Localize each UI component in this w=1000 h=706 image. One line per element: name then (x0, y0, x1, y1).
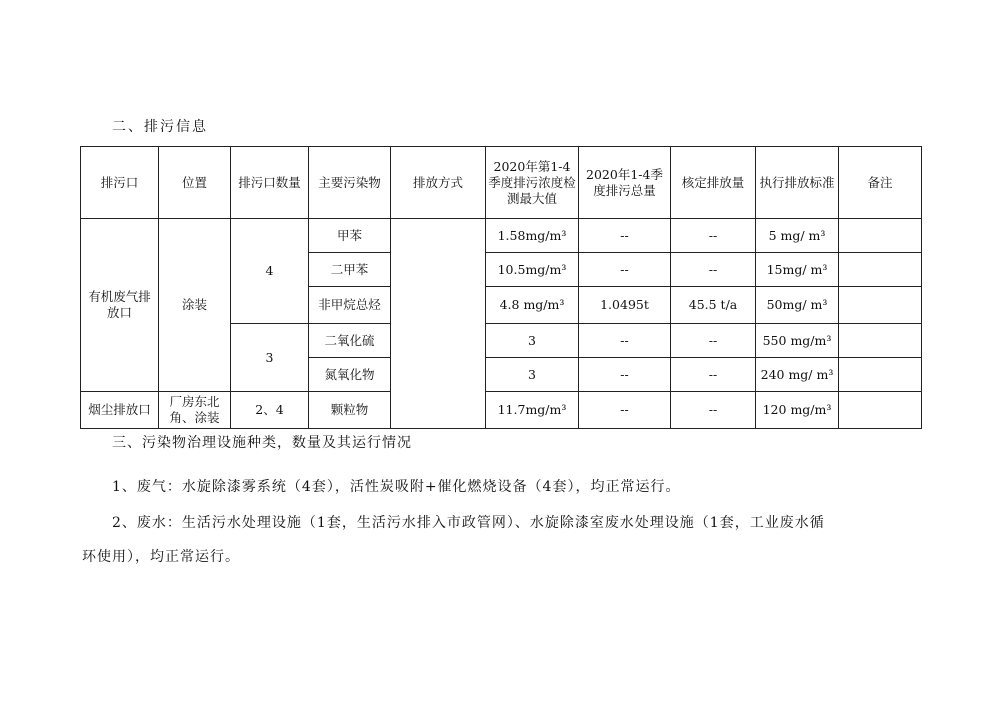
standard-cell: 50mg/ m³ (756, 287, 839, 324)
pollutant-name: 氮氧化物 (309, 358, 391, 392)
table-row (81, 219, 922, 253)
approved-cell: -- (671, 324, 756, 358)
total-cell: -- (579, 358, 671, 392)
waste-water-paragraph-line1: 2、废水：生活污水处理设施（1套，生活污水排入市政管网）、水旋除漆室废水处理设施（1套，工业废水循 (112, 515, 825, 531)
pollutant-name: 甲苯 (309, 219, 391, 253)
remarks-cell (839, 324, 922, 358)
standard-cell: 120 mg/m³ (756, 392, 839, 429)
header-method: 排放方式 (391, 147, 486, 219)
header-remarks: 备注 (839, 147, 922, 219)
waste-gas-paragraph: 1、废气：水旋除漆雾系统（4套），活性炭吸附+催化燃烧设备（4套），均正常运行。 (112, 479, 681, 495)
method-cell (391, 219, 486, 429)
remarks-cell (839, 253, 922, 287)
section3-title: 三、污染物治理设施种类，数量及其运行情况 (112, 435, 412, 451)
pollutant-name: 二甲苯 (309, 253, 391, 287)
header-pollutant: 主要污染物 (309, 147, 391, 219)
total-cell: 1.0495t (579, 287, 671, 324)
organic-location-cell: 涂装 (159, 219, 231, 392)
total-cell: -- (579, 324, 671, 358)
header-standard: 执行排放标准 (756, 147, 839, 219)
standard-cell: 550 mg/m³ (756, 324, 839, 358)
pollutant-name: 二氧化硫 (309, 324, 391, 358)
section2-title: 二、排污信息 (112, 119, 208, 135)
header-outlet: 排污口 (81, 147, 159, 219)
dust-count-cell: 2、4 (231, 392, 309, 429)
remarks-cell (839, 392, 922, 429)
count-cell-a: 4 (231, 219, 309, 324)
header-row (81, 147, 922, 219)
approved-cell: 45.5 t/a (671, 287, 756, 324)
standard-cell: 5 mg/ m³ (756, 219, 839, 253)
max-conc-cell: 3 (486, 358, 579, 392)
remarks-cell (839, 219, 922, 253)
remarks-cell (839, 358, 922, 392)
dust-location-cell: 厂房东北角、涂装 (159, 392, 231, 429)
header-total: 2020年1-4季度排污总量 (579, 147, 671, 219)
max-conc-cell: 1.58mg/m³ (486, 219, 579, 253)
remarks-cell (839, 287, 922, 324)
approved-cell: -- (671, 219, 756, 253)
max-conc-cell: 11.7mg/m³ (486, 392, 579, 429)
header-location: 位置 (159, 147, 231, 219)
standard-cell: 15mg/ m³ (756, 253, 839, 287)
count-cell-b: 3 (231, 324, 309, 392)
pollutant-name: 颗粒物 (309, 392, 391, 429)
dust-outlet-cell: 烟尘排放口 (81, 392, 159, 429)
header-approved: 核定排放量 (671, 147, 756, 219)
header-max-conc: 2020年第1-4季度排污浓度检测最大值 (486, 147, 579, 219)
max-conc-cell: 10.5mg/m³ (486, 253, 579, 287)
approved-cell: -- (671, 253, 756, 287)
total-cell: -- (579, 392, 671, 429)
approved-cell: -- (671, 358, 756, 392)
approved-cell: -- (671, 392, 756, 429)
header-outlet-count: 排污口数量 (231, 147, 309, 219)
standard-cell: 240 mg/ m³ (756, 358, 839, 392)
table-row (81, 392, 922, 429)
pollutant-name: 非甲烷总烃 (309, 287, 391, 324)
waste-water-paragraph-line2: 环使用），均正常运行。 (82, 549, 240, 565)
max-conc-cell: 3 (486, 324, 579, 358)
total-cell: -- (579, 253, 671, 287)
pollution-discharge-table (80, 146, 922, 429)
total-cell: -- (579, 219, 671, 253)
max-conc-cell: 4.8 mg/m³ (486, 287, 579, 324)
organic-outlet-cell: 有机废气排放口 (81, 219, 159, 392)
